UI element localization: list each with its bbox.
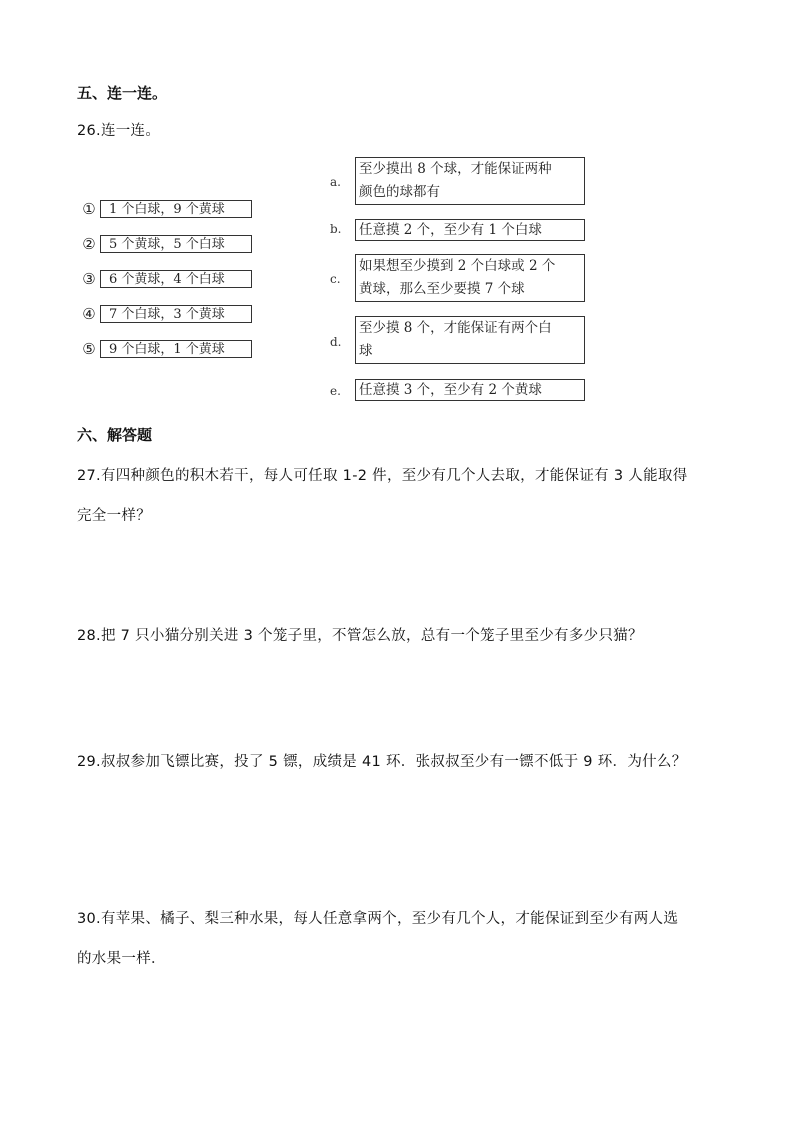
right-item-box <box>355 379 585 401</box>
question-line: 29.叔叔参加飞镖比赛，投了 5 镖，成绩是 41 环．张叔叔至少有一镖不低于 9 环．为什么？ <box>77 754 687 770</box>
question-line: 完全一样？ <box>77 508 151 524</box>
right-item-line: 球 <box>359 343 373 359</box>
question-29 <box>77 742 687 782</box>
right-item-letter: b. <box>330 222 342 236</box>
left-item-box: 5 个黄球，5 个白球 <box>100 235 252 253</box>
right-item-letter: e. <box>330 384 341 398</box>
right-item-letter: a. <box>330 175 341 189</box>
left-item-number: ④ <box>82 305 96 323</box>
question-line: 30.有苹果、橘子、梨三种水果，每人任意拿两个，至少有几个人，才能保证到至少有两人选 <box>77 911 679 927</box>
right-item-line: 如果想至少摸到 2 个白球或 2 个 <box>359 258 556 274</box>
left-item-number: ① <box>82 200 96 218</box>
section-5-title: 五、连一连。 <box>77 84 168 102</box>
left-item-box: 1 个白球，9 个黄球 <box>100 200 252 218</box>
question-26-text: 26.连一连。 <box>77 123 161 139</box>
question-30 <box>77 899 678 979</box>
right-item-box <box>355 219 585 241</box>
right-item-line: 颜色的球都有 <box>359 184 440 200</box>
right-item-line: 至少摸 8 个，才能保证有两个白 <box>359 320 552 336</box>
question-line: 28.把 7 只小猫分别关进 3 个笼子里，不管怎么放，总有一个笼子里至少有多少只猫？ <box>77 628 643 644</box>
left-item-box: 6 个黄球，4 个白球 <box>100 270 252 288</box>
left-item-number: ⑤ <box>82 340 96 358</box>
left-item-box: 9 个白球，1 个黄球 <box>100 340 252 358</box>
question-line: 27.有四种颜色的积木若干，每人可任取 1-2 件，至少有几个人去取，才能保证有 3 人能取得 <box>77 468 688 484</box>
right-item-line: 黄球，那么至少要摸 7 个球 <box>359 281 525 297</box>
right-item-line: 任意摸 2 个，至少有 1 个白球 <box>359 222 542 238</box>
right-item-box <box>355 254 585 302</box>
question-28 <box>77 616 643 656</box>
question-line: 的水果一样． <box>77 951 166 967</box>
left-item-number: ③ <box>82 270 96 288</box>
right-item-line: 任意摸 3 个，至少有 2 个黄球 <box>359 382 542 398</box>
question-27 <box>77 456 688 536</box>
right-item-line: 至少摸出 8 个球，才能保证两种 <box>359 161 552 177</box>
right-item-box <box>355 316 585 364</box>
right-item-box <box>355 157 585 205</box>
right-item-letter: d. <box>330 335 342 349</box>
left-item-box: 7 个白球，3 个黄球 <box>100 305 252 323</box>
left-item-number: ② <box>82 235 96 253</box>
right-item-letter: c. <box>330 272 341 286</box>
section-6-title: 六、解答题 <box>77 426 153 444</box>
